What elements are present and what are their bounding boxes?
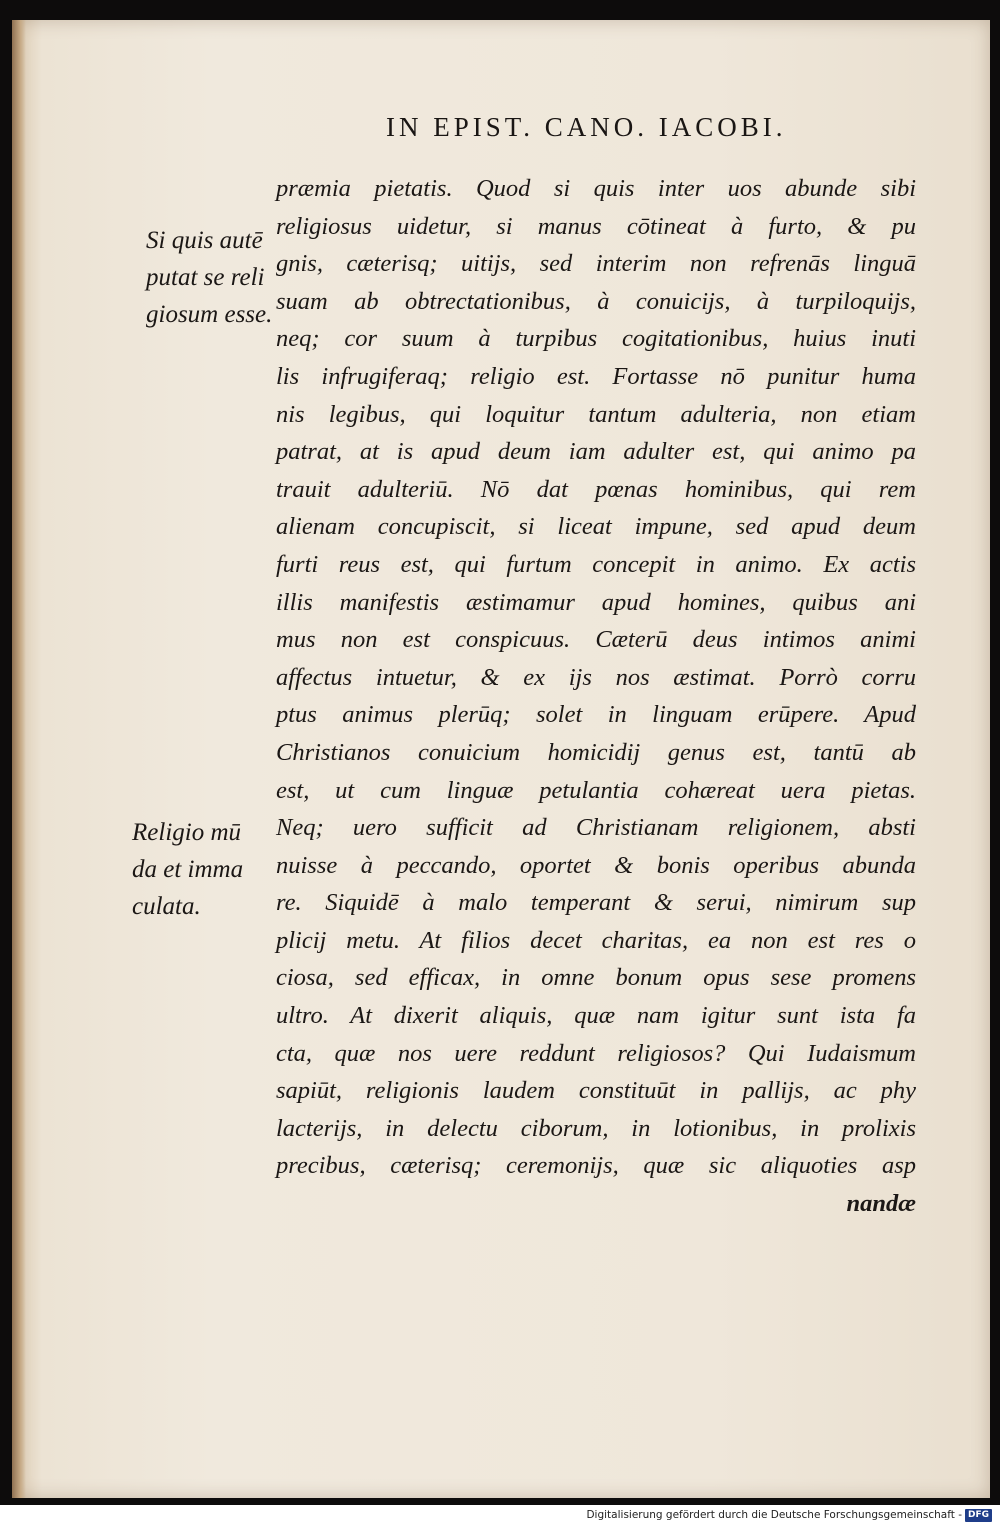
margin-note-line: Si quis autē: [146, 227, 263, 254]
digitization-credit: [586, 1508, 992, 1522]
catchword: nandæ: [846, 1190, 916, 1218]
text-line: affectus intuetur, & ex ijs nos æstimat. Porrò corru: [276, 663, 916, 691]
text-line: ultro. At dixerit aliquis, quæ nam igitur sunt ista fa: [276, 1002, 916, 1030]
text-line: ciosa, sed efficax, in omne bonum opus sese promens: [276, 964, 916, 992]
text-line: nuisse à peccando, oportet & bonis operibus abunda: [276, 851, 916, 879]
text-line: trauit adulteriū. Nō dat pœnas hominibus, qui rem: [276, 475, 916, 503]
text-line: gnis, cæterisq; uitijs, sed interim non refrenās linguā: [276, 250, 916, 278]
text-line: nis legibus, qui loquitur tantum adulteria, non etiam: [276, 400, 916, 428]
text-line: ptus animus plerūq; solet in linguam erūpere. Apud: [276, 701, 916, 729]
text-line: illis manifestis æstimamur apud homines, quibus ani: [276, 588, 916, 616]
text-line: mus non est conspicuus. Cæterū deus intimos animi: [276, 626, 916, 654]
text-line: Neq; uero sufficit ad Christianam religionem, absti: [276, 814, 916, 842]
text-line: suam ab obtrectationibus, à conuicijs, à turpiloquijs,: [276, 287, 916, 315]
text-line: lacterijs, in delectu ciborum, in lotionibus, in prolixis: [276, 1114, 916, 1142]
dfg-logo: DFG: [965, 1509, 992, 1522]
text-line: religiosus uidetur, si manus cōtineat à furto, & pu: [276, 212, 916, 240]
margin-note-line: da et imma: [132, 856, 244, 883]
text-line: patrat, at is apud deum iam adulter est, qui animo pa: [276, 438, 916, 466]
text-line: furti reus est, qui furtum concepit in animo. Ex actis: [276, 550, 916, 578]
credit-text: Digitalisierung gefördert durch die Deutsche Forschungsgemeinschaft -: [586, 1509, 962, 1521]
running-header: IN EPIST. CANO. IACOBI.: [386, 112, 787, 142]
margin-note-line: culata.: [132, 893, 201, 920]
body-text: [276, 170, 916, 1223]
text-line: alienam concupiscit, si liceat impune, sed apud deum: [276, 513, 916, 541]
text-line: neq; cor suum à turpibus cogitationibus, huius inuti: [276, 325, 916, 353]
text-line: cta, quæ nos uere reddunt religiosos? Qui Iudaismum: [276, 1039, 916, 1067]
text-line: Christianos conuicium homicidij genus est, tantū ab: [276, 738, 916, 766]
text-line: plicij metu. At filios decet charitas, ea non est res o: [276, 926, 916, 954]
margin-note-line: giosum esse.: [146, 301, 273, 328]
margin-note-1: [146, 222, 296, 333]
margin-note-line: putat se reli: [146, 264, 265, 291]
margin-note-line: Religio mū: [132, 819, 242, 846]
text-line: re. Siquidē à malo temperant & serui, nimirum sup: [276, 889, 916, 917]
margin-note-2: [132, 814, 282, 925]
text-line: lis infrugiferaq; religio est. Fortasse nō punitur huma: [276, 362, 916, 390]
page-spine-shadow: [12, 20, 26, 1498]
text-line: precibus, cæterisq; ceremonijs, quæ sic aliquoties asp: [276, 1152, 916, 1180]
text-line: præmia pietatis. Quod si quis inter uos abunde sibi: [276, 175, 916, 202]
text-line: est, ut cum linguæ petulantia cohæreat uera pietas.: [276, 776, 916, 804]
text-line: sapiūt, religionis laudem constituūt in pallijs, ac phy: [276, 1077, 916, 1105]
